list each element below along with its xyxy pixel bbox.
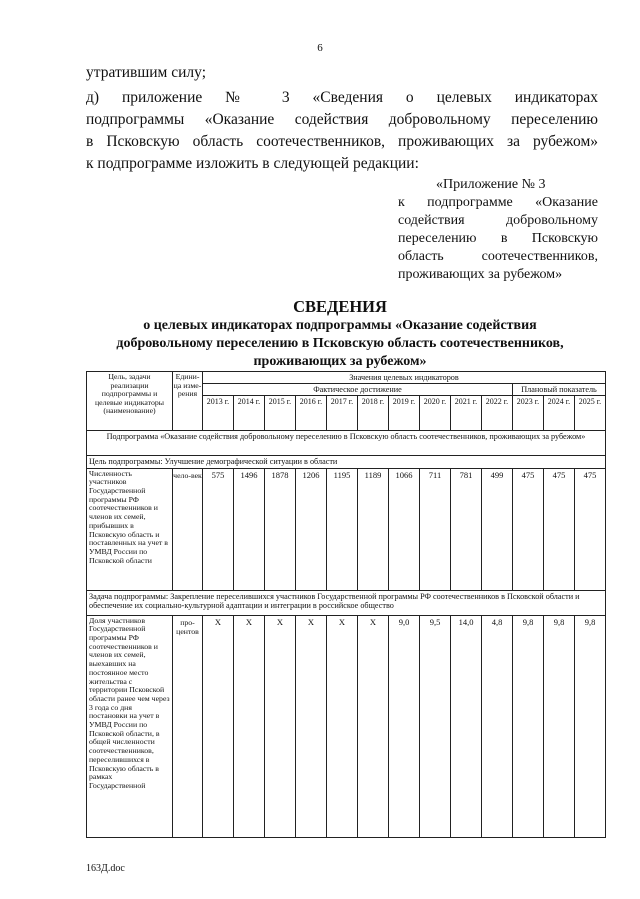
indicator-value: Х <box>203 615 234 837</box>
indicator-value: 9,8 <box>513 615 544 837</box>
indicator-name-1: Численность участников Государственной программы РФ соотечественников и членов их семей, прибывших в Псковскую область и поставленных на учет в УМВД России по Псковской области <box>87 468 173 590</box>
indicator-value: 9,8 <box>575 615 606 837</box>
indicator-value: 1195 <box>327 468 358 590</box>
intro-paragraph-line: в Псковскую область соотечественников, проживающих за рубежом» <box>86 133 598 150</box>
year-header: 2024 г. <box>544 396 575 431</box>
subprogram-row: Подпрограмма «Оказание содействия добровольному переселению в Псковскую область соотечественников, проживающих за рубежом» <box>87 431 606 456</box>
header-goal: Цель, задачи реализации подпрограммы и целевые индикаторы (наименование) <box>87 372 173 431</box>
indicators-table <box>86 371 606 838</box>
intro-line-1: утратившим силу; <box>86 64 207 81</box>
indicator-value: 499 <box>482 468 513 590</box>
annex-line: содействия добровольному <box>398 213 598 228</box>
intro-paragraph-line: д) приложение № 3 «Сведения о целевых индикаторах <box>86 89 598 106</box>
header-actual: Фактическое достижение <box>203 384 513 396</box>
annex-line: проживающих за рубежом» <box>398 267 563 282</box>
document-title: СВЕДЕНИЯ <box>293 297 387 316</box>
indicator-value: 575 <box>203 468 234 590</box>
page-number: 6 <box>317 42 323 54</box>
indicator-value: 9,0 <box>389 615 420 837</box>
header-values: Значения целевых индикаторов <box>203 372 606 384</box>
indicator-unit-2: про-центов <box>173 615 203 837</box>
indicator-value: 711 <box>420 468 451 590</box>
indicator-value: Х <box>358 615 389 837</box>
year-header: 2016 г. <box>296 396 327 431</box>
year-header: 2021 г. <box>451 396 482 431</box>
header-planned: Плановый показатель <box>513 384 606 396</box>
indicator-value: 1189 <box>358 468 389 590</box>
header-unit: Едини-ца изме-рения <box>173 372 203 431</box>
year-header: 2013 г. <box>203 396 234 431</box>
task-row: Задача подпрограммы: Закрепление переселившихся участников Государственной программы РФ соотечественников в Псковской области и обеспечение их социально-культурной адаптации и интеграции в российское общество <box>87 590 606 615</box>
indicator-value: 475 <box>513 468 544 590</box>
indicator-value: 1066 <box>389 468 420 590</box>
intro-paragraph-last: к подпрограмме изложить в следующей редакции: <box>86 155 419 172</box>
indicator-value: 475 <box>575 468 606 590</box>
indicator-value: 9,8 <box>544 615 575 837</box>
indicator-value: Х <box>296 615 327 837</box>
year-header: 2018 г. <box>358 396 389 431</box>
indicator-name-2: Доля участников Государственной программы РФ соотечественников и членов их семей, выехавших на постоянное место жительства с территории Псковской области ранее чем через 3 года со дня постановки на учет в УМВД России по Псковской области, в общей численности соотечественников, переселившихся в Псковскую область в рамках Государственной <box>87 615 173 837</box>
indicator-value: Х <box>234 615 265 837</box>
indicator-value: Х <box>265 615 296 837</box>
goal-row: Цель подпрограммы: Улучшение демографической ситуации в области <box>87 456 606 468</box>
year-header: 2019 г. <box>389 396 420 431</box>
indicator-value: 9,5 <box>420 615 451 837</box>
indicator-value: Х <box>327 615 358 837</box>
file-name-footer: 163Д.doc <box>86 863 125 874</box>
year-header: 2023 г. <box>513 396 544 431</box>
subtitle-line: проживающих за рубежом» <box>253 354 427 369</box>
subtitle-line: о целевых индикаторах подпрограммы «Оказание содействия <box>143 318 537 333</box>
indicator-value: 14,0 <box>451 615 482 837</box>
annex-line: переселению в Псковскую <box>398 231 598 246</box>
indicator-value: 781 <box>451 468 482 590</box>
year-header: 2015 г. <box>265 396 296 431</box>
year-header: 2014 г. <box>234 396 265 431</box>
indicator-value: 1878 <box>265 468 296 590</box>
year-header: 2017 г. <box>327 396 358 431</box>
document-subtitle <box>60 317 620 371</box>
indicator-unit-1: чело-век <box>173 468 203 590</box>
indicator-value: 475 <box>544 468 575 590</box>
subtitle-line: добровольному переселению в Псковскую область соотечественников, <box>116 336 564 351</box>
annex-line: область соотечественников, <box>398 249 598 264</box>
indicator-value: 1496 <box>234 468 265 590</box>
annex-line: «Приложение № 3 <box>436 177 546 192</box>
indicator-value: 4,8 <box>482 615 513 837</box>
annex-line: к подпрограмме «Оказание <box>398 195 598 210</box>
intro-paragraph-line: подпрограммы «Оказание содействия добровольному переселению <box>86 111 598 128</box>
year-header: 2022 г. <box>482 396 513 431</box>
year-header: 2020 г. <box>420 396 451 431</box>
indicator-value: 1206 <box>296 468 327 590</box>
year-header: 2025 г. <box>575 396 606 431</box>
annex-heading <box>398 176 598 284</box>
